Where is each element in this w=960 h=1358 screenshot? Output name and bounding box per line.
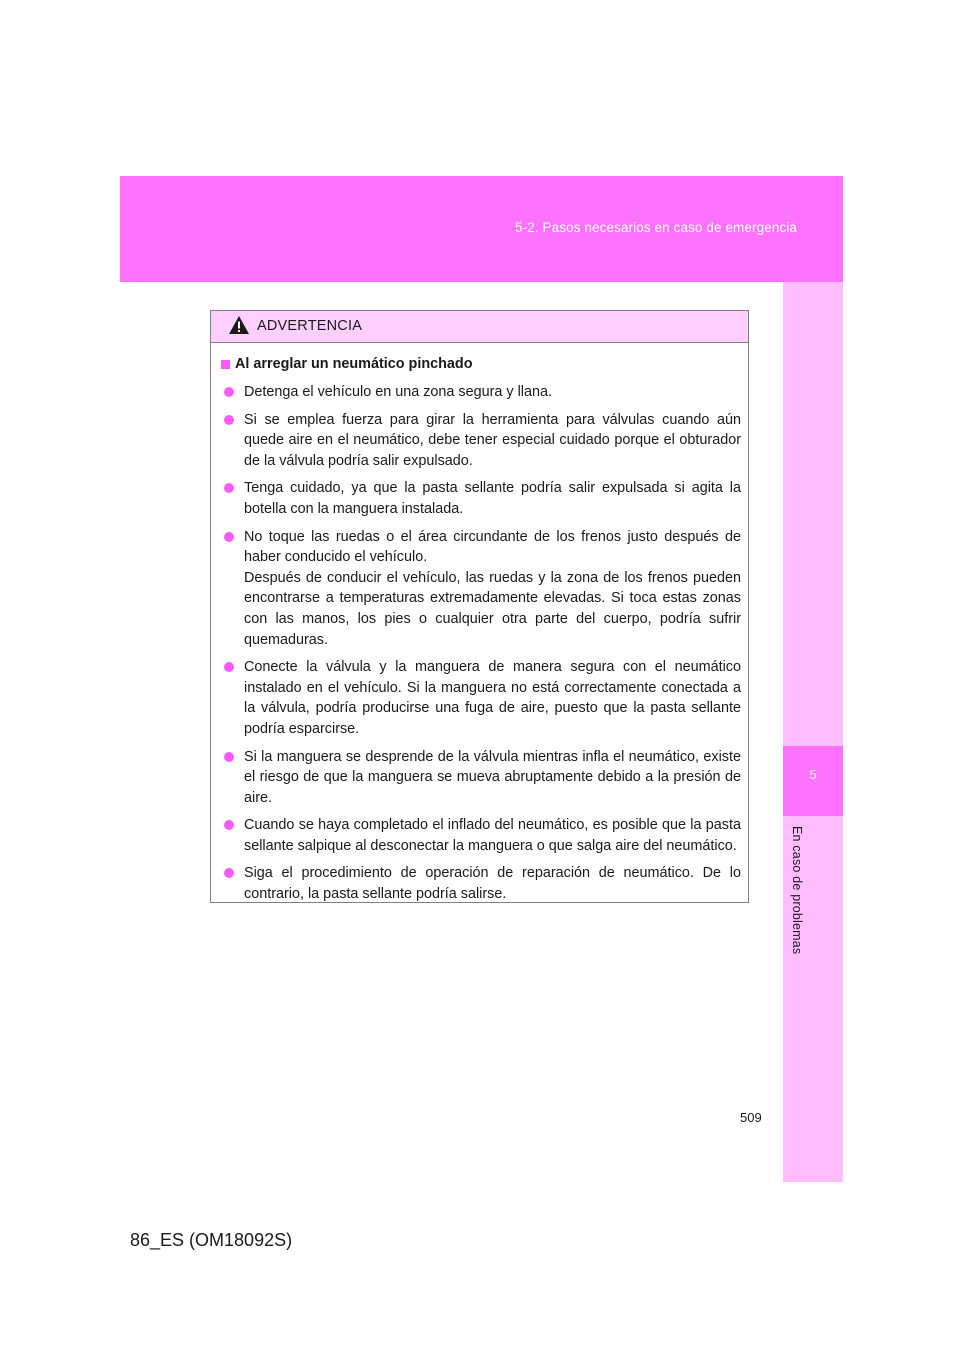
list-item-text: Si la manguera se desprende de la válvula mientras infla el neumático, existe el riesgo de que la manguera se mueva abruptamente debido a la presión de aire. (244, 748, 741, 806)
list-item-text: Detenga el vehículo en una zona segura y llana. (244, 384, 553, 400)
list-item (221, 410, 741, 472)
side-strip (783, 282, 843, 1182)
footer-code: 86_ES (OM18092S) (130, 1230, 293, 1250)
bullet-icon (224, 868, 234, 878)
bullet-icon (224, 415, 234, 425)
list-item (221, 815, 741, 856)
warning-body (211, 343, 748, 905)
warning-triangle-icon (228, 315, 250, 335)
list-item (221, 863, 741, 904)
list-item (221, 747, 741, 809)
bullet-icon (224, 662, 234, 672)
list-item-text: Si se emplea fuerza para girar la herramienta para válvulas cuando aún quede aire en el neumático, debe tener especial cuidado porque el obturador de la válvula podría salir expulsado. (244, 411, 741, 469)
warning-title: ADVERTENCIA (257, 318, 363, 334)
list-item (221, 478, 741, 519)
chapter-tab[interactable] (783, 746, 843, 816)
bullet-icon (224, 387, 234, 397)
header-band (120, 176, 843, 282)
warning-box (210, 310, 749, 903)
section-heading-text: Al arreglar un neumático pinchado (235, 356, 473, 372)
list-item-text: Cuando se haya completado el inflado del neumático, es posible que la pasta sellante salpique al desconectar la manguera o que salga aire del neumático. (244, 817, 741, 854)
warning-header (211, 311, 748, 343)
bullet-icon (224, 752, 234, 762)
list-item (221, 382, 741, 403)
square-bullet-icon (221, 360, 230, 369)
bullet-icon (224, 483, 234, 493)
bullet-icon (224, 532, 234, 542)
page-number: 509 (740, 1110, 762, 1125)
bullet-icon (224, 820, 234, 830)
list-item-text: Tenga cuidado, ya que la pasta sellante podría salir expulsada si agita la botella con la manguera instalada. (244, 480, 741, 517)
list-item-text: Siga el procedimiento de operación de reparación de neumático. De lo contrario, la pasta sellante podría salirse. (244, 865, 741, 903)
list-item (221, 657, 741, 739)
list-item (221, 527, 741, 651)
chapter-label: En caso de problemas (790, 826, 804, 955)
chapter-number: 5 (809, 767, 817, 782)
list-item-text-continued: Después de conducir el vehículo, las ruedas y la zona de los frenos pueden encontrarse a temperaturas extremadamente elevadas. Si toca estas zonas con las manos, los pies o cualquier otra parte del cuerpo, podría sufrir quemaduras. (244, 569, 741, 648)
section-heading (221, 354, 741, 374)
section-title: 5-2. Pasos necesarios en caso de emergencia (515, 220, 797, 235)
list-item-text: Conecte la válvula y la manguera de manera segura con el neumático instalado en el vehículo. Si la manguera no está correctamente conectada a la válvula, podría producirse una fuga de aire, puesto que la pasta sellante podría esparcirse. (244, 659, 741, 737)
list-item-text: No toque las ruedas o el área circundante de los frenos justo después de haber conducido el vehículo. (244, 528, 741, 566)
